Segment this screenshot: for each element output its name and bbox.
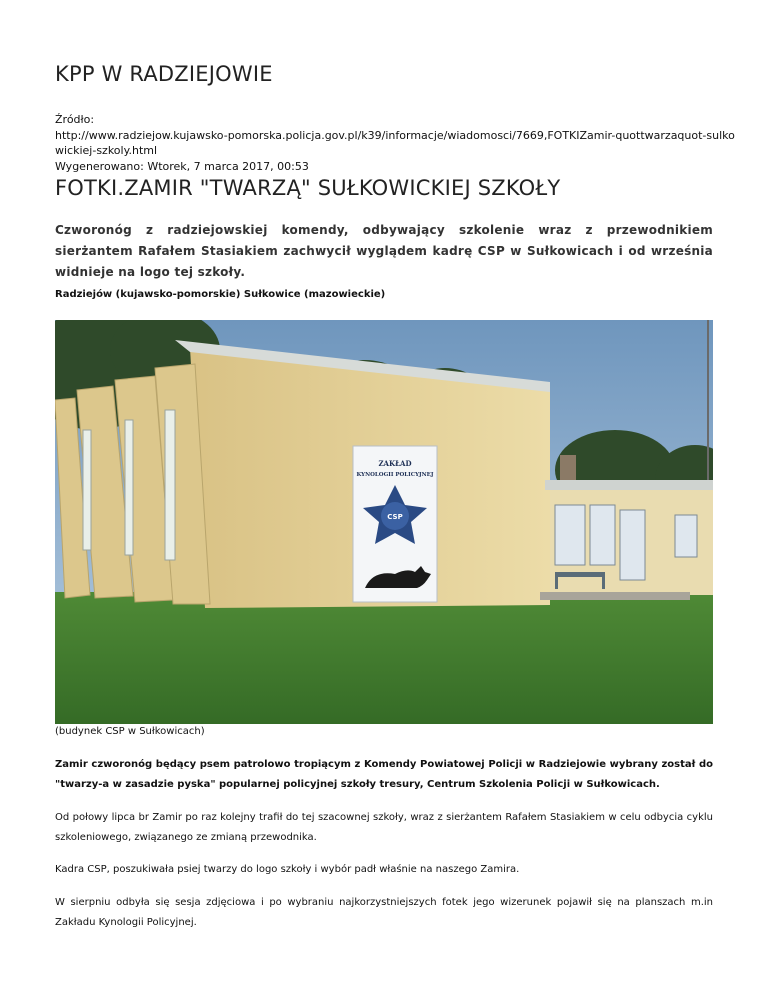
- photo-caption: (budynek CSP w Sułkowicach): [55, 726, 205, 737]
- sign-line1: ZAKŁAD: [378, 459, 412, 468]
- article-lead: Czworonóg z radziejowskiej komendy, odbywający szkolenie wraz z przewodnikiem sierżantem Rafałem Stasiakiem zachwycił wyglądem kadrę CSP w Sułkowicach i od września widnieje na logo tej szkoły.: [55, 223, 713, 279]
- sign-line2: KYNOLOGII POLICYJNEJ: [356, 472, 434, 478]
- article-locations: Radziejów (kujawsko-pomorskie) Sułkowice (mazowieckie): [55, 289, 386, 300]
- source-label: Źródło:: [55, 113, 95, 126]
- csp-sign: [353, 446, 437, 602]
- source-url-line1: http://www.radziejow.kujawsko-pomorska.policja.gov.pl/k39/informacje/wiadomosci/7669,FOTKIZamir-quottwarzaquot-sulko: [55, 128, 735, 142]
- paragraph-1: Zamir czworonóg będący psem patrolowo tropiącym z Komendy Powiatowej Policji w Radziejowie wybrany został do "twarzy-a w zasadzie pyska" popularnej policyjnej szkoły tresury, Centrum Szkolenia Policji w Sułkowicach.: [55, 759, 713, 790]
- article-title: FOTKI.ZAMIR "TWARZĄ" SUŁKOWICKIEJ SZKOŁY: [55, 176, 561, 200]
- paragraph-4: W sierpniu odbyła się sesja zdjęciowa i po wybraniu najkorzystniejszych fotek jego wizerunek pojawił się na planszach m.in Zakładu Kynologii Policyjnej.: [55, 897, 713, 928]
- site-title: KPP W RADZIEJOWIE: [55, 62, 273, 86]
- paragraph-2: Od połowy lipca br Zamir po raz kolejny trafił do tej szacownej szkoły, wraz z sierżantem Rafałem Stasiakiem w celu odbycia cyklu szkoleniowego, związanego ze zmianą przewodnika.: [55, 812, 713, 843]
- paragraph-3: Kadra CSP, poszukiwała psiej twarzy do logo szkoły i wybór padł właśnie na naszego Zamira.: [55, 864, 520, 875]
- source-url-line2: wickiej-szkoly.html: [55, 144, 158, 157]
- generated-timestamp: Wygenerowano: Wtorek, 7 marca 2017, 00:53: [55, 159, 309, 173]
- building-photo: [55, 320, 713, 724]
- sign-badge: CSP: [387, 513, 403, 521]
- source-meta: [55, 112, 735, 174]
